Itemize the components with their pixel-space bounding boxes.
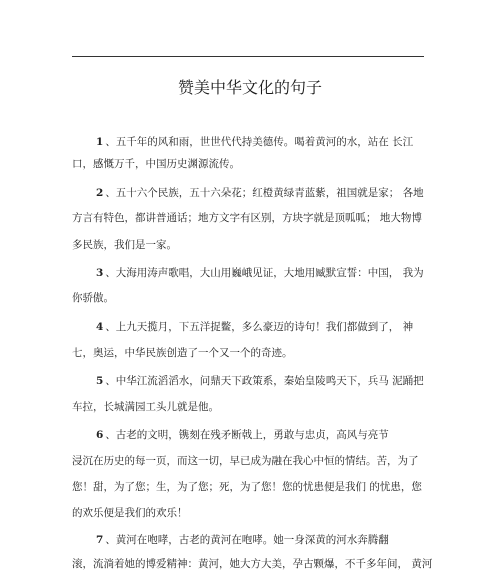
- paragraph-line-numbered: [96, 320, 456, 334]
- paragraph-line: [72, 506, 432, 520]
- paragraph-text: 车拉，长城满园工头儿就是他。: [72, 401, 219, 413]
- paragraph-text: 方言有特色，都讲普通话；地方文字有区别，方块字就是顶呱呱； 地大物博: [72, 212, 422, 224]
- paragraph-line-numbered: [96, 186, 456, 200]
- paragraph-line-numbered: [96, 135, 456, 149]
- paragraph-line: [72, 557, 432, 571]
- paragraph-text: 、古老的文明，镌刻在残矛断戟上，勇敢与忠贞，高风与亮节: [105, 429, 389, 441]
- paragraph-number: 7: [96, 534, 104, 546]
- paragraph-line-numbered: [96, 533, 456, 547]
- paragraph-line: [72, 157, 432, 171]
- paragraph-text: 、五千年的风和雨，世世代代持美德传。喝着黄河的水，站在 长江: [105, 136, 414, 148]
- paragraph-text: 、五十六个民族，五十六朵花；红橙黄绿青蓝紫，祖国就是家； 各地: [105, 187, 424, 199]
- paragraph-number: 1: [96, 136, 104, 148]
- paragraph-line-numbered: [96, 374, 456, 388]
- paragraph-number: 3: [96, 267, 104, 279]
- paragraph-text: 、大海用涛声歌唱，大山用巍峨见证，大地用臧默宣誓：中国， 我为: [105, 267, 424, 279]
- paragraph-text: 的欢乐便是我们的欢乐！: [72, 507, 188, 519]
- paragraph-line-numbered: [96, 428, 456, 442]
- paragraph-text: 多民族，我们是一家。: [72, 239, 177, 251]
- paragraph-text: 浸沉在历史的每一页，而这一切，早已成为融在我心中恒的情结。苦，为了: [72, 455, 419, 467]
- paragraph-number: 4: [96, 321, 104, 333]
- paragraph-line: [72, 480, 432, 494]
- paragraph-number: 6: [96, 429, 104, 441]
- paragraph-text: 、上九天揽月，下五洋捉鳖，多么豪迈的诗句！我们都做到了， 神: [105, 321, 414, 333]
- header-rule: [72, 56, 424, 57]
- paragraph-number: 2: [96, 187, 104, 199]
- paragraph-text: 、黄河在咆哮，古老的黄河在咆哮。她一身深黄的河水奔腾翻: [105, 534, 389, 546]
- paragraph-text: 、中华江流滔滔水，问鼎天下政策系，秦始皇陵鸣天下，兵马 泥踊把: [105, 375, 424, 387]
- paragraph-text: 您！甜，为了您；生，为了您；死，为了您！您的忧患便是我们 的忧患，您: [72, 481, 422, 493]
- paragraph-text: 你骄傲。: [72, 292, 114, 304]
- paragraph-line-numbered: [96, 266, 456, 280]
- paragraph-line: [72, 454, 432, 468]
- paragraph-line: [72, 211, 432, 225]
- paragraph-text: 滚，流淌着她的博爱精神：黄河，她大方大美，孕古颗爆，不千多年间， 黄河: [72, 558, 433, 570]
- paragraph-text: 七，奥运，中华民族创造了一个又一个的奇迹。: [72, 347, 293, 359]
- paragraph-number: 5: [96, 375, 104, 387]
- paragraph-line: [72, 238, 432, 252]
- paragraph-line: [72, 291, 432, 305]
- paragraph-line: [72, 346, 432, 360]
- paragraph-text: 口，感慨万千，中国历史渊源流传。: [72, 158, 240, 170]
- paragraph-line: [72, 400, 432, 414]
- document-title: 赞美中华文化的句子: [177, 78, 322, 97]
